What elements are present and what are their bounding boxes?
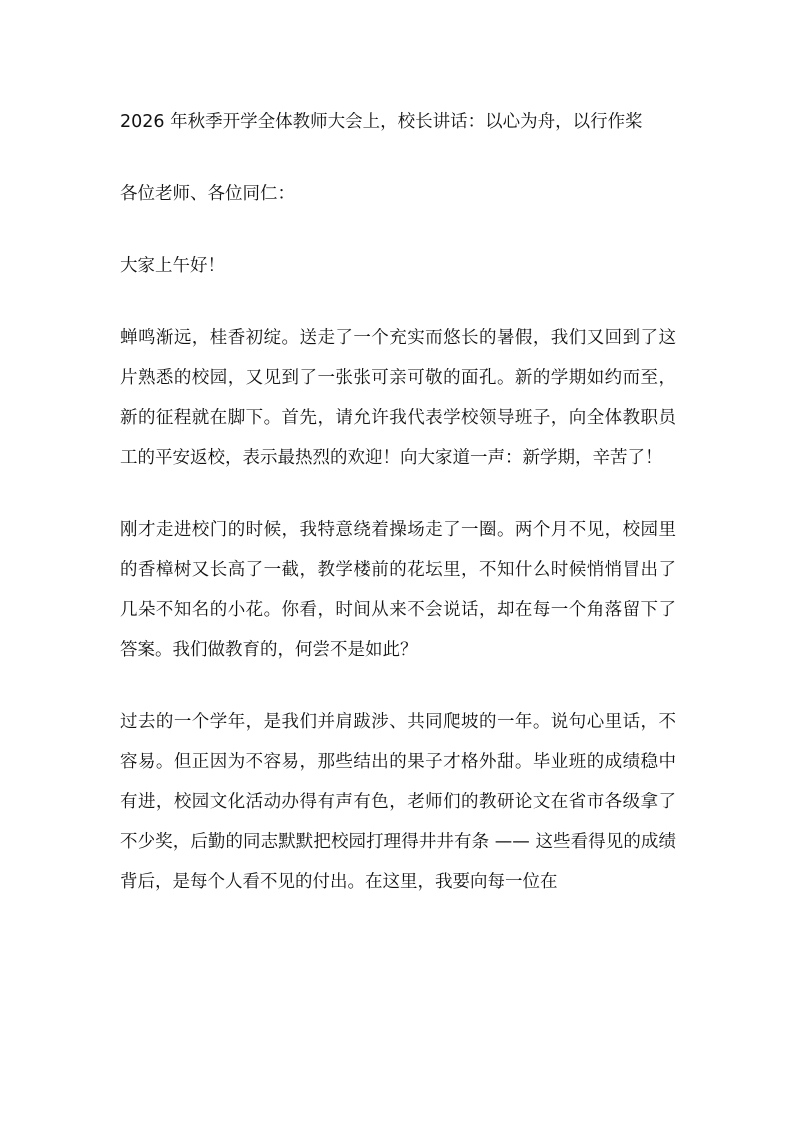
greeting: 大家上午好！ <box>120 256 225 276</box>
paragraph-3: 过去的一个学年，是我们并肩跋涉、共同爬坡的一年。说句心里话，不容易。但正因为不容易，那些结出的果子才格外甜。毕业班的成绩稳中有进，校园文化活动办得有声有色，老师们的教研论文在省市各级拿了不少奖，后勤的同志默默把校园打理得井井有条 —— 这些看得见的成绩背后，是每个人看不见的付出。在这里，我要向每一位在 <box>120 712 676 892</box>
paragraph-2: 刚才走进校门的时候，我特意绕着操场走了一圈。两个月不见，校园里的香樟树又长高了一截，教学楼前的花坛里，不知什么时候悄悄冒出了几朵不知名的小花。你看，时间从来不会说话，却在每一个角落留下了答案。我们做教育的，何尝不是如此？ <box>120 520 676 660</box>
salutation: 各位老师、各位同仁： <box>120 184 295 204</box>
paragraph-1: 蝉鸣渐远，桂香初绽。送走了一个充实而悠长的暑假，我们又回到了这片熟悉的校园，又见到了一张张可亲可敬的面孔。新的学期如约而至，新的征程就在脚下。首先，请允许我代表学校领导班子，向全体教职员工的平安返校，表示最热烈的欢迎！向大家道一声：新学期，辛苦了！ <box>120 328 676 468</box>
speech-title: 2026 年秋季开学全体教师大会上，校长讲话：以心为舟，以行作桨 <box>120 112 643 132</box>
document-body <box>120 102 676 902</box>
